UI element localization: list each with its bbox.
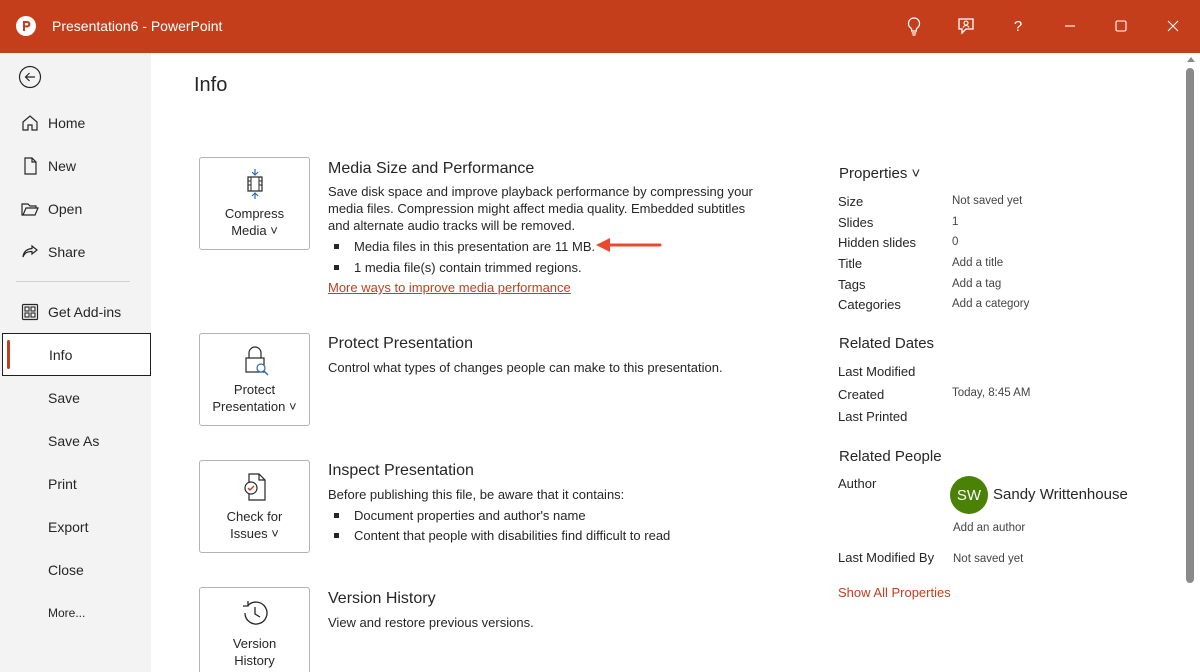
version-history-button[interactable] [199,587,310,672]
prop-label-created: Created [838,387,885,402]
protect-section-title: Protect Presentation [328,335,473,352]
prop-label-last-modified: Last Modified [838,364,916,379]
sidebar-item-label: Export [48,519,89,535]
improve-media-link[interactable]: More ways to improve media performance [328,280,571,295]
prop-value-categories-input[interactable]: Add a category [952,298,1030,310]
prop-label-categories: Categories [838,297,901,312]
sidebar-item-label: Get Add-ins [48,304,122,320]
inspect-section-title: Inspect Presentation [328,462,474,479]
prop-value-tags-input[interactable]: Add a tag [952,278,1002,290]
share-icon [20,242,40,262]
scroll-thumb[interactable] [1186,68,1194,583]
related-dates-heading: Related Dates [839,335,935,352]
compress-media-icon [240,168,270,200]
lightbulb-icon[interactable] [902,14,926,38]
sidebar-item-close[interactable] [0,550,151,590]
close-icon[interactable] [1161,14,1185,38]
sidebar-item-label: Info [49,346,73,363]
sidebar-item-share[interactable] [0,232,151,272]
protect-presentation-button[interactable] [199,333,310,426]
title-bar [0,0,1200,53]
sidebar-item-label: Save As [48,433,100,449]
sidebar-item-print[interactable] [0,464,151,504]
feedback-icon[interactable] [954,14,978,38]
sidebar-item-save[interactable] [0,378,151,418]
version-section-title: Version History [328,590,436,607]
vertical-scrollbar[interactable] [1182,53,1200,672]
card-label: Check for Issues ˅ [226,509,283,541]
folder-open-icon [20,199,40,219]
card-label: Compress Media ˅ [224,206,285,238]
author-name[interactable]: Sandy Writtenhouse [993,486,1128,503]
sidebar-item-label: Share [48,244,86,260]
sidebar-item-more[interactable] [0,593,151,633]
protect-section-description: Control what types of changes people can make to this presentation. [328,360,723,375]
prop-value-created: Today, 8:45 AM [952,387,1031,399]
powerpoint-logo-icon [16,16,36,36]
prop-label-title: Title [838,256,863,271]
prop-label-author: Author [838,476,877,491]
sidebar-item-label: Close [48,562,84,578]
version-section-description: View and restore previous versions. [328,615,534,630]
back-arrow-icon[interactable] [18,65,42,89]
window-title: Presentation6 - PowerPoint [52,18,223,34]
minimize-icon[interactable] [1058,14,1082,38]
inspect-section-description: Before publishing this file, be aware that it contains: [328,487,625,502]
sidebar-item-label: More... [48,606,86,620]
media-section-title: Media Size and Performance [328,160,535,177]
prop-label-size: Size [838,194,864,209]
media-section-description: Save disk space and improve playback performance by compressing your media files. Compression might affect media quality. Embedded subtitles and alternate audio tracks will be removed. [328,184,753,233]
prop-value-slides: 1 [952,216,959,228]
sidebar-item-open[interactable] [0,189,151,229]
prop-value-hidden-slides: 0 [952,236,959,248]
avatar[interactable]: SW [950,476,988,514]
prop-value-last-modified-by: Not saved yet [953,553,1024,565]
prop-label-hidden-slides: Hidden slides [838,235,917,250]
page-title: Info [194,74,228,96]
card-label: Version History [232,636,277,668]
related-people-heading: Related People [839,448,942,465]
scroll-up-arrow-icon[interactable] [1187,57,1195,62]
prop-label-slides: Slides [838,215,874,230]
sidebar-item-label: Save [48,390,80,406]
prop-value-title-input[interactable]: Add a title [952,257,1004,269]
history-clock-icon [240,598,270,630]
home-icon [20,113,40,133]
sidebar-item-home[interactable] [0,103,151,143]
prop-label-last-printed: Last Printed [838,409,908,424]
prop-value-size: Not saved yet [952,195,1023,207]
sidebar-item-label: New [48,158,77,174]
properties-dropdown[interactable]: Properties ˅ [839,165,921,182]
sidebar-item-label: Home [48,115,86,131]
add-author-input[interactable]: Add an author [953,522,1026,534]
addins-grid-icon [20,302,40,322]
sidebar-item-export[interactable] [0,507,151,547]
sidebar-item-get-add-ins[interactable] [0,292,151,332]
lock-icon [240,344,270,376]
sidebar-item-label: Open [48,201,83,217]
annotation-arrow [594,236,664,257]
compress-media-button[interactable] [199,157,310,250]
show-all-properties-link[interactable]: Show All Properties [838,585,951,600]
prop-label-tags: Tags [838,277,866,292]
new-file-icon [20,156,40,176]
card-label: Protect Presentation ˅ [212,382,297,414]
sidebar-item-save-as[interactable] [0,421,151,461]
sidebar-item-new[interactable] [0,146,151,186]
check-for-issues-button[interactable] [199,460,310,553]
sidebar-item-info[interactable] [2,333,151,376]
prop-label-last-modified-by: Last Modified By [838,550,935,565]
check-document-icon [240,471,270,503]
maximize-icon[interactable] [1109,14,1133,38]
help-icon[interactable]: ? [1013,17,1023,35]
backstage-sidebar [0,53,151,672]
sidebar-divider [16,281,130,282]
sidebar-item-label: Print [48,476,77,492]
